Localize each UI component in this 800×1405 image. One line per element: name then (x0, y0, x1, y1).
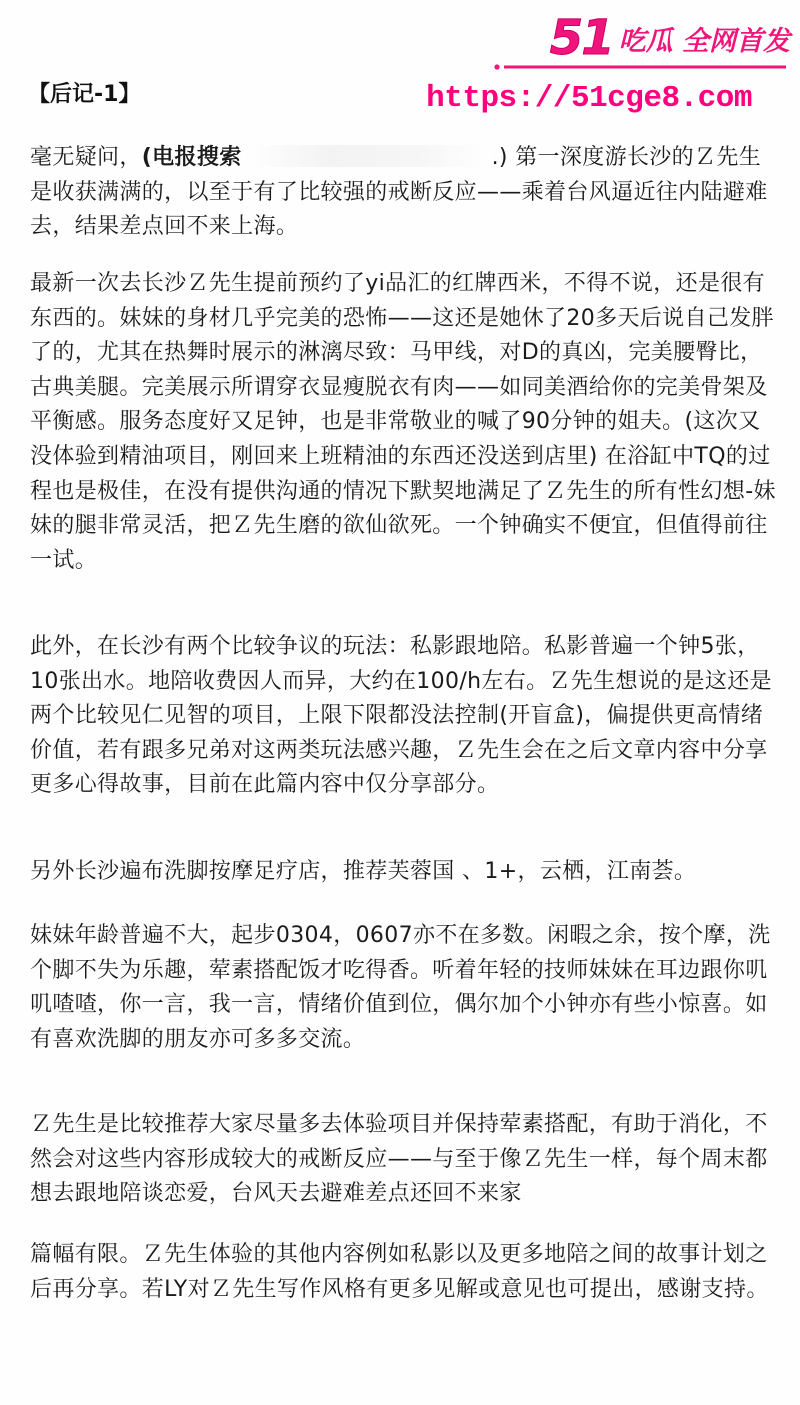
paragraph-experience: 最新一次去长沙Ｚ先生提前预约了yi品汇的红牌西米，不得不说，还是很有东西的。妹妹的身材几乎完美的恐怖——这还是她休了20多天后说自己发胖了的，尤其在热舞时展示的淋漓尽致：马甲线，对D的真凶，完美腰臀比，古典美腿。完美展示所谓穿衣显瘦脱衣有肉——如同美酒给你的完美骨架及平衡感。服务态度好又足钟，也是非常敬业的喊了90分钟的姐夫。(这次又没体验到精油项目，刚回来上班精油的东西还没送到店里) 在浴缸中TQ的过程也是极佳，在没有提供沟通的情况下默契地满足了Ｚ先生的所有性幻想-妹妹的腿非常灵活，把Ｚ先生磨的欲仙欲死。一个钟确实不便宜，但值得前往一试。 (30, 271, 776, 573)
watermark-number: 51 (549, 10, 613, 66)
telegram-search-label: (电报搜索 (141, 145, 242, 170)
paragraph-intro (30, 141, 780, 245)
paragraph-foot-massage: 另外长沙遍布洗脚按摩足疗店，推荐芙蓉国 、1+，云栖，江南荟。 (30, 859, 697, 884)
watermark-logo (549, 10, 790, 66)
intro-after-redact: .) 第一深度游长沙的Ｚ (491, 145, 717, 170)
watermark-url: https://51cge8.com (426, 81, 752, 116)
watermark-underline (494, 64, 786, 70)
site-watermark (426, 8, 794, 120)
watermark-brand: 吃瓜 全网首发 (618, 26, 790, 57)
article-heading: 【后记-1】 (28, 82, 141, 107)
redacted-area (242, 145, 492, 167)
paragraph-staff: 妹妹年龄普遍不大，起步0304，0607亦不在多数。闲暇之余，按个摩，洗个脚不失为乐趣，荤素搭配饭才吃得香。听着年轻的技师妹妹在耳边跟你叽叽喳喳，你一言，我一言，情绪价值到位，偶尔加个小钟亦有些小惊喜。如有喜欢洗脚的朋友亦可多多交流。 (30, 923, 771, 1052)
intro-rest: 先生是收获满满的，以至于有了比较强的戒断反应——乘着台风逼近往内陆避难去，结果差点回不来上海。 (30, 145, 768, 240)
paragraph-closing: 篇幅有限。Ｚ先生体验的其他内容例如私影以及更多地陪之间的故事计划之后再分享。若LY对Ｚ先生写作风格有更多见解或意见也可提出，感谢支持。 (30, 1242, 769, 1302)
paragraph-controversial: 此外，在长沙有两个比较争议的玩法：私影跟地陪。私影普遍一个钟5张，10张出水。地陪收费因人而异，大约在100/h左右。Ｚ先生想说的是这还是两个比较见仁见智的项目，上限下限都没法控制(开盲盒)，偏提供更高情绪价值，若有跟多兄弟对这两类玩法感兴趣，Ｚ先生会在之后文章内容中分享更多心得故事，目前在此篇内容中仅分享部分。 (30, 634, 772, 798)
intro-lead: 毫无疑问， (30, 145, 142, 170)
paragraph-recommendation: Ｚ先生是比较推荐大家尽量多去体验项目并保持荤素搭配，有助于消化，不然会对这些内容形成较大的戒断反应——与至于像Ｚ先生一样，每个周末都想去跟地陪谈恋爱，台风天去避难差点还回不来家 (30, 1112, 768, 1207)
